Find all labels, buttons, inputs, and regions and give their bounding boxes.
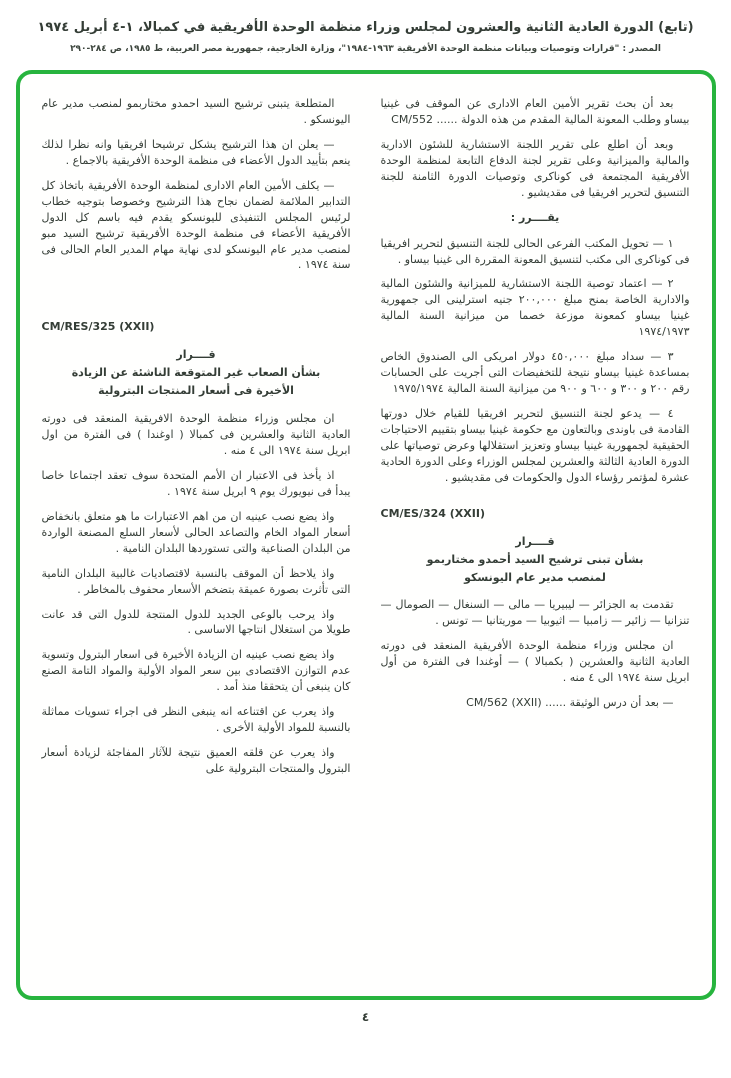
paragraph: واذ يعرب عن قلقه العميق نتيجة للآثار المفاجئة لزيادة أسعار البترول والمنتجات البترولية على	[41, 746, 351, 775]
two-column-layout	[42, 96, 690, 978]
paragraph: — يكلف الأمين العام الادارى لمنظمة الوحدة الأفريقية باتخاذ كل التدابير الملائمة لضمان نجاح هذا الترشيح وخصوصا بتوجيه خطاب لرئيس المجلس التنفيذى لليونسكو يقدم فيه باسم كل الدول الأفريقية الأعضاء فى منظمة الوحدة الأفريقية ترشيح السيد مبو لمنصب مدير عام اليونسكو لدى نهاية مهام المدير العام الحالى فى سنة ١٩٧٤ .	[41, 178, 351, 272]
paragraph: المتطلعة يتبنى ترشيح السيد احمدو مختاربمو لمنصب مدير عام اليونسكو .	[41, 97, 351, 126]
paragraph: وبعد أن اطلع على تقرير اللجنة الاستشارية للشئون الادارية والمالية والميزانية وعلى تقرير لجنة الدفاع التابعة لمنظمة الوحدة الأفريقية المجتمعة فى كوناكرى وتوصيات الدورة الثامنة للجنة التنسيق لتحرير افريقيا فى مقديشيو .	[380, 137, 690, 199]
paragraph: اذ يأخذ فى الاعتبار ان الأمم المتحدة سوف تعقد اجتماعا خاصا يبدأ فى نيويورك يوم ٩ ابريل سنة ١٩٧٤ .	[41, 468, 351, 498]
resolution-item: ٤ — يدعو لجنة التنسيق لتحرير افريقيا للقيام خلال دورتها القادمة فى باوندى وبالتعاون مع حكومة غينيا بيساو بتقييم الاحتياجات الحقيقية لجمهورية غينيا بيساو وتعزيز استقلالها وعرض توصياتها على الدورة العادية الثالثة والعشرين لمجلس الوزراء وعلى الدورة الحادية عشرة لمؤتمر رؤساء الدول والحكومات فى مقديشيو .	[380, 407, 690, 484]
column-right	[381, 96, 690, 978]
paragraph: ان مجلس وزراء منظمة الوحدة الأفريقية المنعقد فى دورته العادية الثانية والعشرين ( بكمبالا ) — أوغندا فى الفترة من أول ابريل سنة ١٩٧٤ الى ٤ منه .	[380, 639, 690, 685]
resolution-heading: قــــرار	[515, 534, 555, 548]
document-frame	[16, 70, 716, 1000]
resolution-title: الأخيرة فى أسعار المنتجات البترولية	[98, 384, 294, 398]
paragraph: واذ يضع نصب عينيه ان من اهم الاعتبارات ما هو متعلق بانخفاض أسعار المواد الخام والتصاعد الحالى لأسعار السلع المصنعة الواردة من البلدان الصناعية والتى تستوردها البلدان النامية .	[41, 509, 351, 555]
column-left	[42, 96, 351, 978]
paragraph: بعد أن بحث تقرير الأمين العام الادارى عن الموقف فى غينيا بيساو وطلب المعونة المالية المقدم من هذه الدولة ...... CM/552	[380, 97, 690, 126]
paragraph: — بعد أن درس الوثيقة ...... CM/562 (XXII)	[466, 696, 674, 710]
resolution-heading: قــــرار	[176, 348, 216, 362]
resolution-item: ٣ — سداد مبلغ ٤٥٠,٠٠٠ دولار امريكى الى الصندوق الخاص بمساعدة غينيا بيساو نتيجة للتخفيضات التى أجريت على الحسابات رقم ٢٠٠ و ٣٠٠ و ٦٠٠ و ٩٠٠ من ميزانية السنة المالية ١٩٧٥/١٩٧٤	[380, 350, 690, 396]
document-ref: CM/RES/325 (XXII)	[41, 320, 155, 334]
resolution-title: بشأن تبنى ترشيح السيد أحمدو مختاربمو	[426, 552, 644, 566]
paragraph: واذ يرحب بالوعى الجديد للدول المنتجة للدول التى قد عانت طويلا من استغلال انتاجها الاساسى .	[41, 607, 351, 637]
paragraph: ان مجلس وزراء منظمة الوحدة الافريقية المنعقد فى دورته العادية الثانية والعشرين فى كمبالا ( اوغندا ) فى الفترة من اول ابريل سنة ١٩٧٤ الى ٤ منه .	[41, 412, 351, 457]
page-number: ٤	[361, 1010, 370, 1024]
resolution-title: لمنصب مدير عام اليونسكو	[464, 570, 606, 584]
document-title: (تابع) الدورة العادية الثانية والعشرون لمجلس وزراء منظمة الوحدة الأفريقية في كمبالا، ١-٤ أبريل ١٩٧٤	[37, 20, 694, 35]
paragraph: واذ يضع نصب عينيه ان الزيادة الأخيرة فى اسعار البترول وتسوية عدم التوازن الاقتصادى بين سعر المواد الأولية والمواد التامة الصنع كان ينبغى أن يتحققا منذ أمد .	[41, 648, 351, 694]
document-header	[0, 0, 731, 54]
document-ref: CM/ES/324 (XXII)	[380, 506, 485, 520]
document-source: المصدر : "قرارات وتوصيات وبيانات منظمة الوحدة الأفريقية ١٩٦٣-١٩٨٤"، وزارة الخارجية، جمهورية مصر العربية، ط ١٩٨٥، ص ٢٨٤-٢٩٠	[70, 44, 661, 54]
paragraph: واذ يعرب عن اقتناعه انه ينبغى النظر فى اجراء تسويات مماثلة بالنسبة للمواد الأولية الأخرى .	[41, 705, 351, 735]
section-heading-decides: يقــــرر :	[510, 210, 560, 224]
resolution-item: ١ — تحويل المكتب الفرعى الحالى للجنة التنسيق لتحرير افريقيا فى كوناكرى الى مكتب لتنسيق المعونة المقررة الى غينيا بيساو .	[380, 236, 690, 266]
paragraph: واذ يلاحظ أن الموقف بالنسبة لاقتصاديات غالبية البلدان النامية التى تأثرت بصورة عميقة بتضخم الأسعار محفوف بالمخاطر .	[41, 566, 351, 596]
resolution-title: بشأن الصعاب غير المتوقعة الناشئة عن الزيادة	[71, 366, 321, 380]
paragraph: — يعلن ان هذا الترشيح يشكل ترشيحا افريقيا وانه نظرا لذلك ينعم بتأييد الدول الأعضاء فى منظمة الوحدة الأفريقية بالاجماع .	[41, 137, 351, 167]
resolution-item: ٢ — اعتماد توصية اللجنة الاستشارية للميزانية والشئون المالية والادارية الخاصة بمنح مبلغ ٢٠٠,٠٠٠ جنيه استرلينى الى جمهورية غينيا بيساو كمعونة موزعة خصما من ميزانية السنة المالية ١٩٧٤/١٩٧٣	[380, 277, 690, 339]
paragraph: تقدمت به الجزائر — ليبيريا — مالى — السنغال — الصومال — تنزانيا — زائير — زامبيا — اثيوبيا — موريتانيا — تونس .	[380, 598, 690, 628]
